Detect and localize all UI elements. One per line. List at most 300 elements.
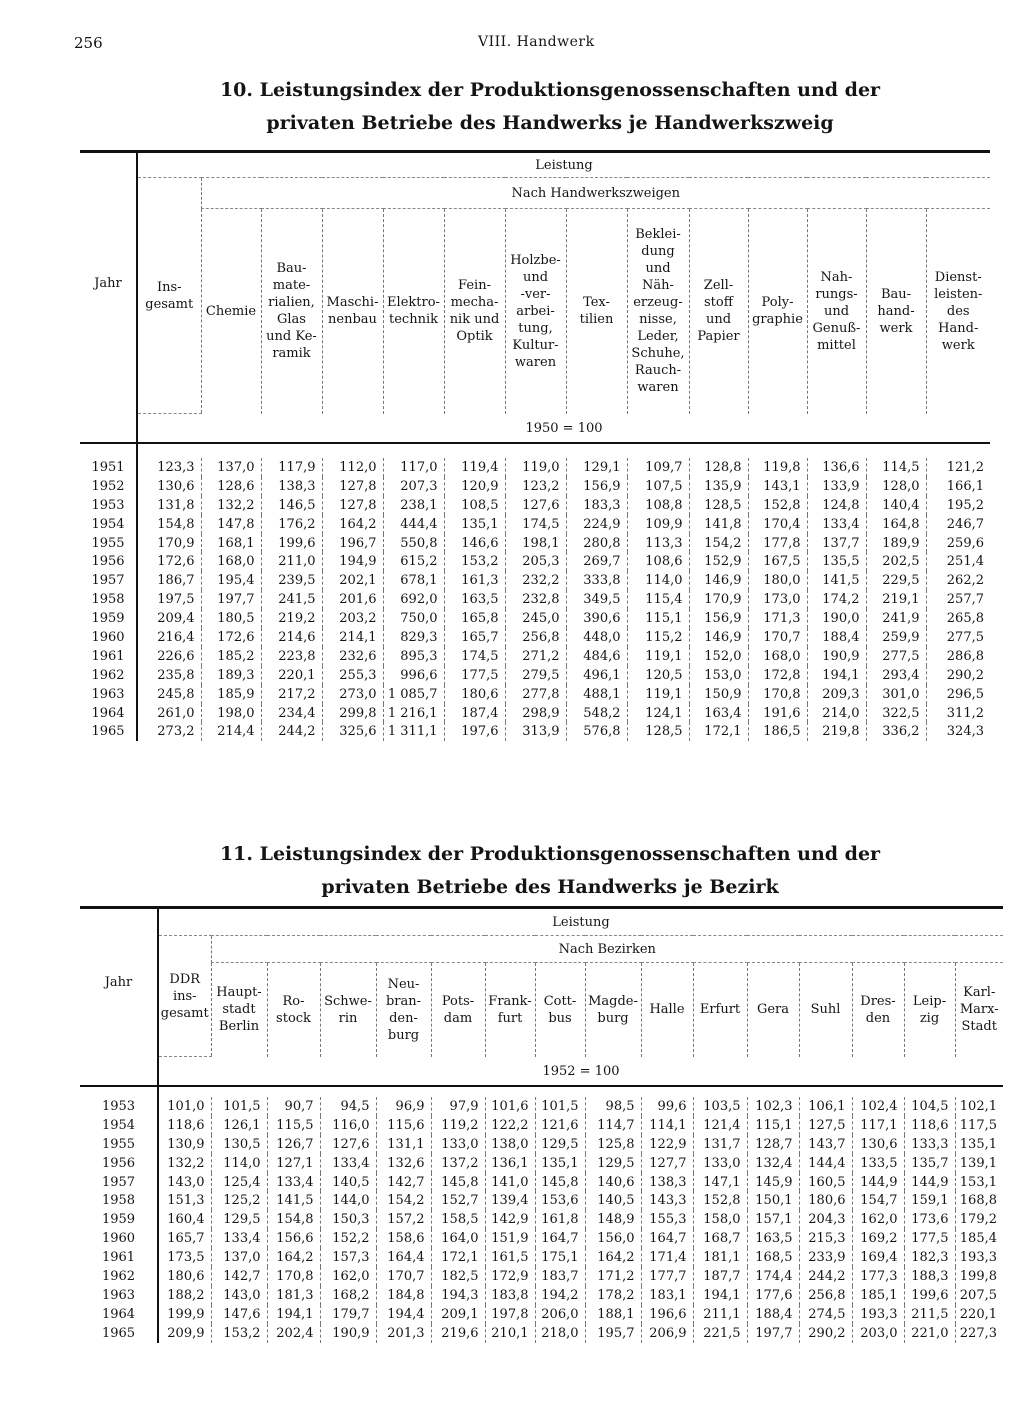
table10-row: [80, 552, 990, 571]
table11-value-cell: 163,5: [747, 1229, 799, 1248]
table10-value-cell: 183,3: [566, 496, 627, 515]
table10-value-cell: 109,9: [627, 515, 689, 534]
table11-value-cell: 177,7: [641, 1267, 693, 1286]
table10-value-cell: 209,3: [807, 685, 866, 704]
table11-value-cell: 162,0: [320, 1267, 376, 1286]
table10-year-cell: 1953: [80, 496, 137, 515]
table11-value-cell: 115,1: [747, 1116, 799, 1135]
table11-value-cell: 142,7: [211, 1267, 267, 1286]
table10-row: [80, 685, 990, 704]
table11-col-neubrandenburg: Neu- bran- den- burg: [376, 963, 431, 1057]
table10-value-cell: 198,1: [505, 534, 566, 553]
table11-value-cell: 153,2: [211, 1324, 267, 1343]
table10-value-cell: 232,6: [322, 647, 383, 666]
table11-col-dresden: Dres- den: [852, 963, 904, 1057]
table11-value-cell: 195,7: [585, 1324, 641, 1343]
table11-value-cell: 204,3: [799, 1210, 852, 1229]
table11-title: [140, 838, 960, 904]
table10-value-cell: 996,6: [383, 666, 444, 685]
table10-value-cell: 234,4: [261, 704, 322, 723]
table11-value-cell: 188,4: [747, 1305, 799, 1324]
table11-value-cell: 157,3: [320, 1248, 376, 1267]
table10-value-cell: 257,7: [926, 590, 990, 609]
table11-value-cell: 215,3: [799, 1229, 852, 1248]
table10-value-cell: 146,5: [261, 496, 322, 515]
table11-value-cell: 164,0: [431, 1229, 485, 1248]
table11-value-cell: 143,7: [799, 1135, 852, 1154]
table10-value-cell: 349,5: [566, 590, 627, 609]
table10-col-bekleidung-und-näherzeugnisse-leder-schuhe-rauchwaren: Beklei- dung und Näh- erzeug- nisse, Leder, Schuhe, Rauch- waren: [627, 209, 689, 414]
table10-year-cell: 1965: [80, 722, 137, 741]
table11-value-cell: 172,9: [485, 1267, 535, 1286]
table10-value-cell: 271,2: [505, 647, 566, 666]
table11-value-cell: 177,6: [747, 1286, 799, 1305]
table11-value-cell: 127,7: [641, 1154, 693, 1173]
table11-value-cell: 168,2: [320, 1286, 376, 1305]
table11-value-cell: 227,3: [955, 1324, 1003, 1343]
table10-value-cell: 176,2: [261, 515, 322, 534]
table10-value-cell: 220,1: [261, 666, 322, 685]
table10-col-maschinenbau: Maschi- nenbau: [322, 209, 383, 414]
table10-value-cell: 177,8: [748, 534, 807, 553]
table11-row: [80, 1154, 1003, 1173]
table10-value-cell: 180,6: [444, 685, 505, 704]
table10-row: [80, 571, 990, 590]
table10-value-cell: 293,4: [866, 666, 926, 685]
table10-value-cell: 123,3: [157, 459, 195, 475]
table10-value-cell: 127,8: [322, 477, 383, 496]
table11-value-cell: 118,6: [167, 1117, 205, 1133]
table11-year-cell: 1955: [80, 1135, 158, 1154]
table10-row: [80, 590, 990, 609]
table11-value-cell: 188,1: [585, 1305, 641, 1324]
table10-value-cell: 224,9: [566, 515, 627, 534]
table10-value-cell: 119,0: [505, 458, 566, 477]
table10-value-cell: 195,2: [926, 496, 990, 515]
table10-col-holzbeund-verarbeitung-kulturwaren: Holzbe- und -ver- arbei- tung, Kultur- waren: [505, 209, 566, 414]
table10-value-cell: 120,5: [627, 666, 689, 685]
table11-row: [80, 1267, 1003, 1286]
table11-value-cell: 145,8: [535, 1173, 585, 1192]
table11-value-cell: 158,5: [431, 1210, 485, 1229]
table10-col-feinmechanik-und-optik: Fein- mecha- nik und Optik: [444, 209, 505, 414]
table10-value-cell: 244,2: [261, 722, 322, 741]
table10-value-cell: 173,0: [748, 590, 807, 609]
table11-value-cell: 144,4: [799, 1154, 852, 1173]
table10-value-cell: 119,4: [444, 458, 505, 477]
table10-value-cell: 141,5: [807, 571, 866, 590]
table10-value-cell: 1 216,1: [383, 704, 444, 723]
table10-value-cell: 277,5: [866, 647, 926, 666]
table11-value-cell: 209,9: [167, 1325, 205, 1341]
table11-col-hauptstadt-berlin: Haupt- stadt Berlin: [211, 963, 267, 1057]
table11-year-cell: 1958: [80, 1191, 158, 1210]
table10-value-cell: 239,5: [261, 571, 322, 590]
table10-base: 1950 = 100: [137, 414, 990, 444]
table10-value-cell: 135,5: [807, 552, 866, 571]
table11-value-cell: 194,3: [431, 1286, 485, 1305]
table11-col-potsdam: Pots- dam: [431, 963, 485, 1057]
table10-value-cell: 277,8: [505, 685, 566, 704]
table10-value-cell: 115,1: [627, 609, 689, 628]
table11-value-cell: 102,4: [852, 1097, 904, 1116]
table11-value-cell: 140,6: [585, 1173, 641, 1192]
table10-year-cell: 1958: [80, 590, 137, 609]
table10-value-cell: 444,4: [383, 515, 444, 534]
table10-value-cell: 1 311,1: [383, 722, 444, 741]
table10-col-zellstoff-und-papier: Zell- stoff und Papier: [689, 209, 748, 414]
table10-value-cell: 256,8: [505, 628, 566, 647]
table10-value-cell: 171,3: [748, 609, 807, 628]
table11-value-cell: 133,4: [320, 1154, 376, 1173]
table11-value-cell: 158,0: [693, 1210, 747, 1229]
table10-year-cell: 1952: [80, 477, 137, 496]
table10-value-cell: 390,6: [566, 609, 627, 628]
table10-value-cell: 232,8: [505, 590, 566, 609]
table11-value-cell: 103,5: [693, 1097, 747, 1116]
table11-base: 1952 = 100: [158, 1057, 1003, 1087]
table11-value-cell: 197,8: [485, 1305, 535, 1324]
table11-value-cell: 144,9: [904, 1173, 955, 1192]
table10-value-cell: 164,2: [322, 515, 383, 534]
table11-year-cell: 1961: [80, 1248, 158, 1267]
table10-value-cell: 170,9: [689, 590, 748, 609]
table11-value-cell: 156,0: [585, 1229, 641, 1248]
table11-value-cell: 99,6: [641, 1097, 693, 1116]
table11-value-cell: 168,7: [693, 1229, 747, 1248]
table11-value-cell: 179,7: [320, 1305, 376, 1324]
table11-row: [80, 1097, 1003, 1116]
table11-value-cell: 130,6: [852, 1135, 904, 1154]
table10-value-cell: 127,8: [322, 496, 383, 515]
table11-value-cell: 220,1: [955, 1305, 1003, 1324]
table10-value-cell: 186,5: [748, 722, 807, 741]
table11-value-cell: 174,4: [747, 1267, 799, 1286]
table10-value-cell: 124,1: [627, 704, 689, 723]
table11-year-cell: 1963: [80, 1286, 158, 1305]
table10-year-cell: 1960: [80, 628, 137, 647]
table10-value-cell: 153,2: [444, 552, 505, 571]
table10-value-cell: 132,2: [201, 496, 261, 515]
table10-value-cell: 146,9: [689, 571, 748, 590]
table10-col-dienstleistendes-handwerk: Dienst- leisten- des Hand- werk: [926, 209, 990, 414]
table10-value-cell: 277,5: [926, 628, 990, 647]
table11-value-cell: 184,8: [376, 1286, 431, 1305]
table10-value-cell: 265,8: [926, 609, 990, 628]
table10-value-cell: 152,8: [748, 496, 807, 515]
table11-value-cell: 117,5: [955, 1116, 1003, 1135]
chapter-header: VIII. Handwerk: [478, 34, 595, 50]
table11-value-cell: 244,2: [799, 1267, 852, 1286]
table10-value-cell: 251,4: [926, 552, 990, 571]
table10-value-cell: 120,9: [444, 477, 505, 496]
table11-value-cell: 150,1: [747, 1191, 799, 1210]
table10-value-cell: 108,8: [627, 496, 689, 515]
table10-year-header: Jahr: [80, 153, 137, 414]
table11-value-cell: 171,4: [641, 1248, 693, 1267]
table11-value-cell: 136,1: [485, 1154, 535, 1173]
table11-year-cell: 1957: [80, 1173, 158, 1192]
table10-value-cell: 165,7: [444, 628, 505, 647]
table10-value-cell: 172,6: [201, 628, 261, 647]
table10-year-cell: 1963: [80, 685, 137, 704]
table10-title-line2: privaten Betriebe des Handwerks je Handwerkszweig: [266, 112, 834, 134]
table10-value-cell: 172,1: [689, 722, 748, 741]
table11-value-cell: 101,5: [211, 1097, 267, 1116]
table11-value-cell: 128,7: [747, 1135, 799, 1154]
table10-value-cell: 128,8: [689, 458, 748, 477]
table11-value-cell: 126,1: [211, 1116, 267, 1135]
table10-value-cell: 152,9: [689, 552, 748, 571]
table10-value-cell: 279,5: [505, 666, 566, 685]
table10-value-cell: 137,7: [807, 534, 866, 553]
table11-value-cell: 143,0: [211, 1286, 267, 1305]
table10-value-cell: 154,2: [689, 534, 748, 553]
table10-value-cell: 112,0: [322, 458, 383, 477]
table11-value-cell: 135,7: [904, 1154, 955, 1173]
table10-value-cell: 170,9: [157, 535, 195, 551]
table11-value-cell: 101,0: [167, 1098, 205, 1114]
table11-value-cell: 173,6: [904, 1210, 955, 1229]
table11-value-cell: 173,5: [167, 1250, 205, 1266]
table10-value-cell: 259,6: [926, 534, 990, 553]
table11-col-frankfurt: Frank- furt: [485, 963, 535, 1057]
table11-value-cell: 161,8: [535, 1210, 585, 1229]
table10-value-cell: 273,2: [157, 724, 195, 740]
table10-value-cell: 187,4: [444, 704, 505, 723]
table11-value-cell: 183,8: [485, 1286, 535, 1305]
table10-value-cell: 188,4: [807, 628, 866, 647]
table10-value-cell: 484,6: [566, 647, 627, 666]
table10-value-cell: 829,3: [383, 628, 444, 647]
table10-value-cell: 219,1: [866, 590, 926, 609]
table10-value-cell: 107,5: [627, 477, 689, 496]
table10-col-nahrungsund-genußmittel: Nah- rungs- und Genuß- mittel: [807, 209, 866, 414]
table11-value-cell: 178,2: [585, 1286, 641, 1305]
table11-value-cell: 102,1: [955, 1097, 1003, 1116]
table10-value-cell: 127,6: [505, 496, 566, 515]
table10-row: [80, 496, 990, 515]
table11-value-cell: 125,8: [585, 1135, 641, 1154]
table11-value-cell: 182,3: [904, 1248, 955, 1267]
table11-value-cell: 154,8: [267, 1210, 320, 1229]
table11-value-cell: 133,3: [904, 1135, 955, 1154]
table10-value-cell: 205,3: [505, 552, 566, 571]
table10-value-cell: 202,5: [866, 552, 926, 571]
table11-value-cell: 152,8: [693, 1191, 747, 1210]
table10-value-cell: 114,0: [627, 571, 689, 590]
table10-value-cell: 229,5: [866, 571, 926, 590]
table10-year-cell: 1951: [80, 458, 137, 477]
table10-year-cell: 1955: [80, 534, 137, 553]
table10-value-cell: 185,2: [201, 647, 261, 666]
table10-value-cell: 133,9: [807, 477, 866, 496]
table10-value-cell: 576,8: [566, 722, 627, 741]
table10-value-cell: 615,2: [383, 552, 444, 571]
table10-value-cell: 174,2: [807, 590, 866, 609]
table11-value-cell: 177,5: [904, 1229, 955, 1248]
table10-row: [80, 515, 990, 534]
table11-year-cell: 1962: [80, 1267, 158, 1286]
table11-value-cell: 188,3: [904, 1267, 955, 1286]
table11: [80, 906, 1003, 1343]
table10-value-cell: 194,1: [807, 666, 866, 685]
table11-value-cell: 141,5: [267, 1191, 320, 1210]
table11-row: [80, 1116, 1003, 1135]
table10-value-cell: 141,8: [689, 515, 748, 534]
table11-value-cell: 180,6: [799, 1191, 852, 1210]
table11-value-cell: 143,0: [167, 1174, 205, 1190]
table11-value-cell: 137,2: [431, 1154, 485, 1173]
table10-value-cell: 163,5: [444, 590, 505, 609]
table10-value-cell: 548,2: [566, 704, 627, 723]
table11-value-cell: 130,9: [167, 1136, 205, 1152]
table10-value-cell: 161,3: [444, 571, 505, 590]
table11-value-cell: 122,2: [485, 1116, 535, 1135]
table10-row: [80, 609, 990, 628]
table11-value-cell: 219,6: [431, 1324, 485, 1343]
table11-value-cell: 211,5: [904, 1305, 955, 1324]
table10-value-cell: 232,2: [505, 571, 566, 590]
table11-row: [80, 1191, 1003, 1210]
table11-value-cell: 147,6: [211, 1305, 267, 1324]
table11-value-cell: 175,1: [535, 1248, 585, 1267]
table11-value-cell: 106,1: [799, 1097, 852, 1116]
table10-value-cell: 196,7: [322, 534, 383, 553]
table11-value-cell: 180,6: [167, 1268, 205, 1284]
table11-row: [80, 1173, 1003, 1192]
table10-value-cell: 164,8: [866, 515, 926, 534]
table10-value-cell: 1 085,7: [383, 685, 444, 704]
table11-value-cell: 127,6: [320, 1135, 376, 1154]
table10-value-cell: 199,6: [261, 534, 322, 553]
table10-value-cell: 123,2: [505, 477, 566, 496]
table10-value-cell: 129,1: [566, 458, 627, 477]
table11-value-cell: 221,5: [693, 1324, 747, 1343]
table11-value-cell: 171,2: [585, 1267, 641, 1286]
table11-value-cell: 221,0: [904, 1324, 955, 1343]
table11-value-cell: 155,3: [641, 1210, 693, 1229]
table10-value-cell: 197,7: [201, 590, 261, 609]
table11-value-cell: 185,1: [852, 1286, 904, 1305]
table11-value-cell: 159,1: [904, 1191, 955, 1210]
table11-value-cell: 119,2: [431, 1116, 485, 1135]
table11-value-cell: 135,1: [955, 1135, 1003, 1154]
table11-value-cell: 185,4: [955, 1229, 1003, 1248]
table11-value-cell: 164,2: [585, 1248, 641, 1267]
table10-value-cell: 124,8: [807, 496, 866, 515]
table10-value-cell: 194,9: [322, 552, 383, 571]
table11-value-cell: 183,1: [641, 1286, 693, 1305]
table10-value-cell: 156,9: [689, 609, 748, 628]
table10-value-cell: 197,6: [444, 722, 505, 741]
table10-value-cell: 189,3: [201, 666, 261, 685]
table11-value-cell: 154,2: [376, 1191, 431, 1210]
table10-value-cell: 109,7: [627, 458, 689, 477]
table10-value-cell: 113,3: [627, 534, 689, 553]
table10-value-cell: 296,5: [926, 685, 990, 704]
table11-year-header: Jahr: [80, 909, 158, 1057]
table10-year-cell: 1962: [80, 666, 137, 685]
table11-value-cell: 114,1: [641, 1116, 693, 1135]
table11-value-cell: 194,2: [535, 1286, 585, 1305]
table10-value-cell: 550,8: [383, 534, 444, 553]
table11-value-cell: 132,6: [376, 1154, 431, 1173]
table10-value-cell: 301,0: [866, 685, 926, 704]
table11-value-cell: 133,4: [211, 1229, 267, 1248]
table11-col-rostock: Ro- stock: [267, 963, 320, 1057]
table11-value-cell: 148,9: [585, 1210, 641, 1229]
table11-value-cell: 98,5: [585, 1097, 641, 1116]
table10: [80, 150, 990, 741]
table10-value-cell: 115,4: [627, 590, 689, 609]
table10-value-cell: 150,9: [689, 685, 748, 704]
table10-value-cell: 137,0: [201, 458, 261, 477]
table11-value-cell: 206,0: [535, 1305, 585, 1324]
table10-value-cell: 280,8: [566, 534, 627, 553]
table10-value-cell: 214,6: [261, 628, 322, 647]
table11-value-cell: 114,7: [585, 1116, 641, 1135]
table10-value-cell: 168,0: [201, 552, 261, 571]
table10-row: [80, 534, 990, 553]
table11-value-cell: 96,9: [376, 1097, 431, 1116]
table11-value-cell: 132,4: [747, 1154, 799, 1173]
table10-row: [80, 458, 990, 477]
table10-value-cell: 197,5: [157, 592, 195, 608]
table11-col-erfurt: Erfurt: [693, 963, 747, 1057]
table11-title-line2: privaten Betriebe des Handwerks je Bezirk: [321, 876, 779, 898]
table10-value-cell: 186,7: [157, 573, 195, 589]
table11-title-line1: 11. Leistungsindex der Produktionsgenossenschaften und der: [219, 843, 881, 865]
table10-value-cell: 128,5: [689, 496, 748, 515]
table11-value-cell: 164,7: [641, 1229, 693, 1248]
table10-row: [80, 666, 990, 685]
table10-value-cell: 170,4: [748, 515, 807, 534]
table11-value-cell: 139,1: [955, 1154, 1003, 1173]
table11-value-cell: 157,2: [376, 1210, 431, 1229]
table11-value-cell: 129,5: [585, 1154, 641, 1173]
table11-value-cell: 90,7: [267, 1097, 320, 1116]
table11-value-cell: 203,0: [852, 1324, 904, 1343]
table11-value-cell: 129,5: [535, 1135, 585, 1154]
table10-value-cell: 245,0: [505, 609, 566, 628]
table10-year-cell: 1964: [80, 704, 137, 723]
table10-title: [140, 74, 960, 140]
table10-value-cell: 163,4: [689, 704, 748, 723]
table11-value-cell: 139,4: [485, 1191, 535, 1210]
table11-col-karlmarxstadt: Karl- Marx- Stadt: [955, 963, 1003, 1057]
table10-value-cell: 143,1: [748, 477, 807, 496]
table11-value-cell: 140,5: [320, 1173, 376, 1192]
table10-value-cell: 177,5: [444, 666, 505, 685]
table10-value-cell: 895,3: [383, 647, 444, 666]
table11-value-cell: 168,5: [747, 1248, 799, 1267]
table10-value-cell: 299,8: [322, 704, 383, 723]
table11-value-cell: 138,3: [641, 1173, 693, 1192]
table11-value-cell: 104,5: [904, 1097, 955, 1116]
table11-value-cell: 153,1: [955, 1173, 1003, 1192]
table11-value-cell: 164,2: [267, 1248, 320, 1267]
table11-value-cell: 101,6: [485, 1097, 535, 1116]
table11-value-cell: 137,0: [211, 1248, 267, 1267]
table11-value-cell: 211,1: [693, 1305, 747, 1324]
table11-value-cell: 210,1: [485, 1324, 535, 1343]
table11-value-cell: 122,9: [641, 1135, 693, 1154]
table11-value-cell: 127,1: [267, 1154, 320, 1173]
table11-value-cell: 143,3: [641, 1191, 693, 1210]
table11-row: [80, 1305, 1003, 1324]
table11-value-cell: 160,4: [167, 1212, 205, 1228]
